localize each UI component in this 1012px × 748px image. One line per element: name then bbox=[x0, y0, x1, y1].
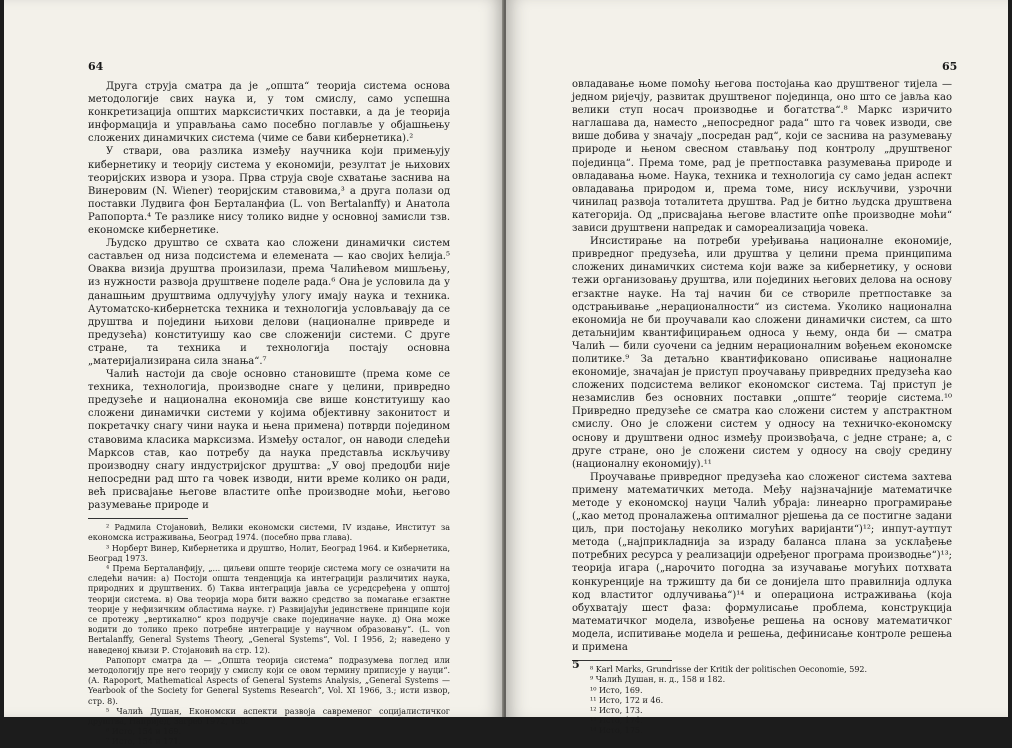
paragraph: овладавање њоме помоћу његова постојања као друштвеног тијела — једном ријечју, развитак друштвеног појединца, оно што се јавља као велики ступ носач производње и богатства“.⁸ Маркс изричито наглашава да, наместо „непосредног рада“ што га човек изводи, све више добива у значају „посредан рад“, који се заснива на разумевању природе и њеном свесном стављању под контролу „друштвеног појединца“. Према томе, рад је претпоставка разумевања природе и овладавања њоме. Наука, техника и технологија су само један аспект овладавања природом и, према томе, нису искључиви, узрочни чинилац развоја тоталитета друштва. Рад је битно људска друштвена категорија. Од „присвајања његове властите опће производне моћи“ зависи друштвени напредак и самореализација човека. bbox=[572, 79, 952, 235]
paragraph: Људско друштво се схвата као сложени динамички систем састављен од низа подсистема и елемената — као својих ћелија.⁵ Оваква визија друштва произилази, према Чалићевом мишљењу, из нужности развоја друштвене поделе рада.⁶ Она је условила да у данашњим друштвима одлучујућу улогу имају наука и техника. Аутоматско-кибернетска техника и технологија условљавају да се друштва и поједини њихови делови (националне привреде и предузећа) конституишу као све сложенији системи. С друге стране, та техника и технологија постају основна „материјализирана сила знања“.⁷ bbox=[88, 238, 450, 367]
paragraph: Инсистирање на потреби уређивања националне економије, привредног предузећа, или друштва у целини према принципима сложених динамичких система који важе за кибернетику, у основи тежи организовању друштва, или појединих његових делова на основу егзактне науке. На тај начин би се створиле претпоставке за одстрањивање „нерационалности“ из система. Уколико национална економија не би проучавали као сложени динамички систем, са што детаљнијим квантифицирањем односа у њему, онда би — сматра Чалић — били суочени са једним нерационалним вођењем економске политике.⁹ За детаљно квантификовано описивање националне економије, значајан је приступ проучавању привредних предузећа као сложених подсистема великог економског система. Тај приступ је незамислив без основних поставки „опште“ теорије система.¹⁰ Привредно предузеће се сматра као сложени систем у апстрактном смислу. Оно је сложени систем у односу на техничко-економску основу и друштвени однос између произвођача, с једне стране; а, с друге стране, оно је сложени систем у односу на своју средину (националну економију).¹¹ bbox=[572, 236, 952, 470]
page-number: 65 bbox=[942, 60, 958, 73]
paragraph: Проучавање привредног предузећа као сложеног система захтева примену математичких метода. Међу најзначајније математичке методе у економској науци Чалић убраја: линеарно програмирање („као метод проналажења оптималног рјешења да се постигне задани циљ, при постојању неколико могућих варијанти“)¹²; инпут-аутпут метода („најприкладнија за израду баланса плана за усклађење потребних ресурса у реализацији одређеног програма производње“)¹³; теорија игара („нарочито погодна за изучавање могућих потхвата конкуренције на тржишту да би се донијела што правилнија одлука код властитог одлучивања“)¹⁴ и операциона истраживања (која обухватају шест фаза: формулисање проблема, конструкција математичког модела, извођење решења на основу математичког модела, испитивање модела и решења, дефинисање контроле решења и примена bbox=[572, 471, 952, 654]
footnote: Рапопорт сматра да — „Општа теорија система“ подразумева поглед или методологију пре него теорију у смислу који се овом термину приписује у науци“. (A. Rapoport, Mathematical Aspects of General Systems Analysis, „General Systems — Yearbook of the Society for General Systems Research“, Vol. XI 1966, 3.; исти извор, стр. 8). bbox=[88, 655, 450, 706]
paragraph: Друга струја сматра да је „општа“ теорија система основа методологије свих наука и, у том смислу, само успешна конкретизација општих марксистичких поставки, а да је теорија информација и управљања само посебно поглавље у објашњењу сложених динамичких система (чиме се бави кибернетика).² bbox=[88, 81, 450, 145]
paragraph: У ствари, ова разлика између научника који примењују кибернетику и теорију система у економији, резултат је њихових теоријских извора и узора. Прва струја своје схватање заснива на Винеровим (N. Wiener) теоријским ставовима,³ а друга полази од поставки Лудвига фон Берталанфиа (L. von Bertalanffy) и Анатола Рапопорта.⁴ Те разлике нису толико видне у основној замисли тзв. економске кибернетике. bbox=[88, 146, 450, 237]
footnote: ¹¹ Исто, 172 и 46. bbox=[590, 695, 664, 705]
footnote: ⁹ Чалић Душан, н. д., 158 и 182. bbox=[590, 675, 726, 685]
footnote: ⁵ Чалић Душан, Економски аспекти развоја савременог социјалистичког друштва, Напријед, Загреб 1972, 150. bbox=[88, 706, 450, 726]
footnote: ⁶ Исто, 154 и 169. bbox=[106, 727, 182, 737]
page-number: 64 bbox=[88, 60, 104, 73]
left-page-body bbox=[88, 80, 450, 748]
paragraph: Чалић настоји да своје основно становиште (према коме се техника, технологија, производне снаге у целини, привредно предузеће и национална економија све више конституишу као сложени динамички системи у којима објективну законитост и покретачку снагу чини наука и њена примена) потврди поједином ставовима класика марксизма. Између осталог, он наводи следећи Марксов став, као потребу да наука представља искључиву производну снагу индустријског друштва: „У овој предоџби није непосредни рад што га човек изводи, нити време колико он ради, већ присвајање његове властите опће производне моћи, његово разумевање природе и bbox=[88, 369, 450, 511]
book-spread bbox=[4, 0, 1008, 747]
right-page bbox=[506, 0, 1008, 736]
footnote: ⁴ Према Берталанфију, „... циљеви опште теорије система могу се означити на следећи начин: а) Постоји општа тенденција ка интеграцији различитих наука, природних и друштвених. б) Таква интеграција јавља се усредсређена у општој теорији система. в) Ова теорија мора бити важно средство за помагање егзактне теорије у нефизичким областима науке. г) Развијајући јединствене принципе који се протежу „вертикално“ кроз подручје сваке појединачне науке. д) Она може водити до толико преко потребне интеграције у научном образовању“. (L. von Bertalanffy, General Systems Theory, „General Systems“, Vol. I 1956, 2; наведено у наведеној књизи Р. Стојановић на стр. 12). bbox=[88, 563, 450, 655]
footnote-divider bbox=[88, 518, 188, 519]
signature-mark: 5 bbox=[572, 658, 580, 671]
footnote: ¹³ Исто, 174. bbox=[590, 716, 643, 726]
footnote-divider bbox=[572, 660, 672, 661]
footnote: ¹⁰ Исто, 169. bbox=[590, 685, 643, 695]
footnote: ² Радмила Стојановић, Велики економски системи, IV издање, Институт за економска истраживања, Београд 1974. (посебно прва глава). bbox=[88, 523, 450, 543]
footnote: ¹² Исто, 173. bbox=[590, 705, 643, 715]
footnote: ⁸ Karl Marks, Grundrisse der Kritik der politischen Oeconomie, 592. bbox=[590, 665, 868, 675]
footnote: ¹⁴ Исто, 175. bbox=[590, 726, 643, 736]
footnote: ³ Норберт Винер, Кибернетика и друштво, Нолит, Београд 1964. и Кибернетика, Београд 1973. bbox=[88, 543, 450, 563]
left-page bbox=[4, 0, 504, 747]
footnote: ⁷ Исто, 154 и 171. bbox=[106, 737, 182, 747]
right-page-body bbox=[572, 78, 952, 737]
